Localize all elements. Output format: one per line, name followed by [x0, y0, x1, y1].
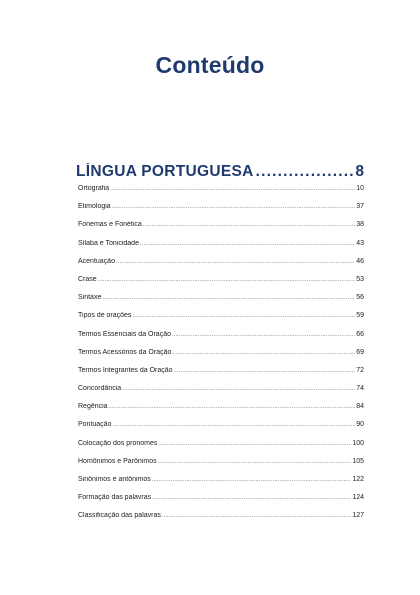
toc-entry[interactable] [78, 276, 364, 294]
toc-entry[interactable] [78, 403, 364, 421]
toc-entry-page: 127 [352, 512, 364, 520]
toc-entry-label: Acentuação [78, 257, 115, 265]
toc-entry-label: Fonemas e Fonética [78, 221, 142, 229]
toc-entry[interactable] [78, 349, 364, 367]
toc-entry-label: Sintaxe [78, 294, 102, 302]
section-page-number: 8 [355, 163, 364, 180]
toc-entry-page: 66 [356, 330, 364, 338]
dot-leader [158, 459, 352, 465]
toc-entry-page: 84 [356, 403, 364, 411]
toc-section-heading[interactable] [76, 163, 364, 181]
toc-entry-page: 100 [352, 439, 364, 447]
section-label: LÍNGUA PORTUGUESA [76, 163, 254, 180]
toc-entry[interactable] [78, 512, 364, 530]
dot-leader [112, 422, 355, 428]
toc-entry[interactable] [78, 294, 364, 312]
dot-leader [158, 441, 351, 447]
toc-entry-page: 105 [352, 457, 364, 465]
toc-entry-label: Termos Essenciais da Oração [78, 330, 171, 338]
toc-entry-label: Homônimos e Parônimos [78, 457, 157, 465]
page-title: Conteúdo [155, 52, 265, 78]
toc-entry-page: 74 [356, 385, 364, 393]
dot-leader [102, 295, 355, 301]
toc-entry-page: 10 [356, 185, 364, 192]
dot-leader [162, 513, 351, 519]
dot-leader [152, 477, 352, 483]
dot-leader [122, 386, 355, 392]
toc-entry-page: 37 [356, 203, 364, 211]
toc-entry-label: Formação das palavras [78, 494, 152, 502]
dot-leader [256, 163, 354, 181]
toc-entry[interactable] [78, 221, 364, 239]
toc-entry-label: Etimologia [78, 203, 111, 211]
toc-entry[interactable] [78, 203, 364, 221]
toc-entry-page: 59 [356, 312, 364, 320]
dot-leader [116, 259, 355, 265]
dot-leader [152, 495, 351, 501]
toc-entry-label: Termos Integrantes da Oração [78, 366, 173, 374]
toc-entry[interactable] [78, 476, 364, 494]
toc-entry-label: Termos Acessórios da Oração [78, 348, 172, 356]
toc-entry[interactable] [78, 385, 364, 403]
toc-entry[interactable] [78, 440, 364, 458]
toc-entry-label: Classificação das palavras [78, 512, 161, 520]
toc-entry-label: Tipos de orações [78, 312, 132, 320]
toc-entry-label: Colocação dos pronomes [78, 439, 158, 447]
toc-entry-label: Sinônimos e antônimos [78, 476, 151, 483]
toc-entry[interactable] [78, 240, 364, 258]
dot-leader [110, 186, 355, 192]
toc-entry[interactable] [78, 331, 364, 349]
toc-entry-page: 46 [356, 257, 364, 265]
toc-entry-page: 122 [352, 476, 364, 483]
dot-leader [143, 222, 355, 228]
toc-entry-page: 72 [356, 366, 364, 374]
dot-leader [172, 350, 355, 356]
toc-entry-page: 38 [356, 221, 364, 229]
toc-entry-page: 69 [356, 348, 364, 356]
toc-entry-label: Pontuação [78, 421, 112, 429]
toc-entry-label: Crase [78, 275, 97, 283]
dot-leader [140, 241, 355, 247]
toc-entry[interactable] [78, 458, 364, 476]
toc-entry-page: 90 [356, 421, 364, 429]
dot-leader [174, 368, 356, 374]
toc-entry-page: 56 [356, 294, 364, 302]
toc-list [78, 185, 364, 531]
toc-entry[interactable] [78, 494, 364, 512]
dot-leader [109, 404, 356, 410]
toc-entry[interactable] [78, 312, 364, 330]
toc-entry-page: 53 [356, 275, 364, 283]
toc-entry-page: 124 [352, 494, 364, 502]
dot-leader [132, 313, 355, 319]
toc-entry[interactable] [78, 367, 364, 385]
toc-entry[interactable] [78, 258, 364, 276]
toc-entry-label: Sílaba e Tonicidade [78, 239, 139, 247]
toc-entry-page: 43 [356, 239, 364, 247]
dot-leader [112, 204, 356, 210]
toc-entry[interactable] [78, 185, 364, 203]
toc-entry[interactable] [78, 421, 364, 439]
toc-entry-label: Concordância [78, 385, 122, 393]
toc-entry-label: Regência [78, 403, 108, 411]
dot-leader [172, 332, 355, 338]
dot-leader [98, 277, 356, 283]
toc-entry-label: Ortografia [78, 185, 110, 192]
